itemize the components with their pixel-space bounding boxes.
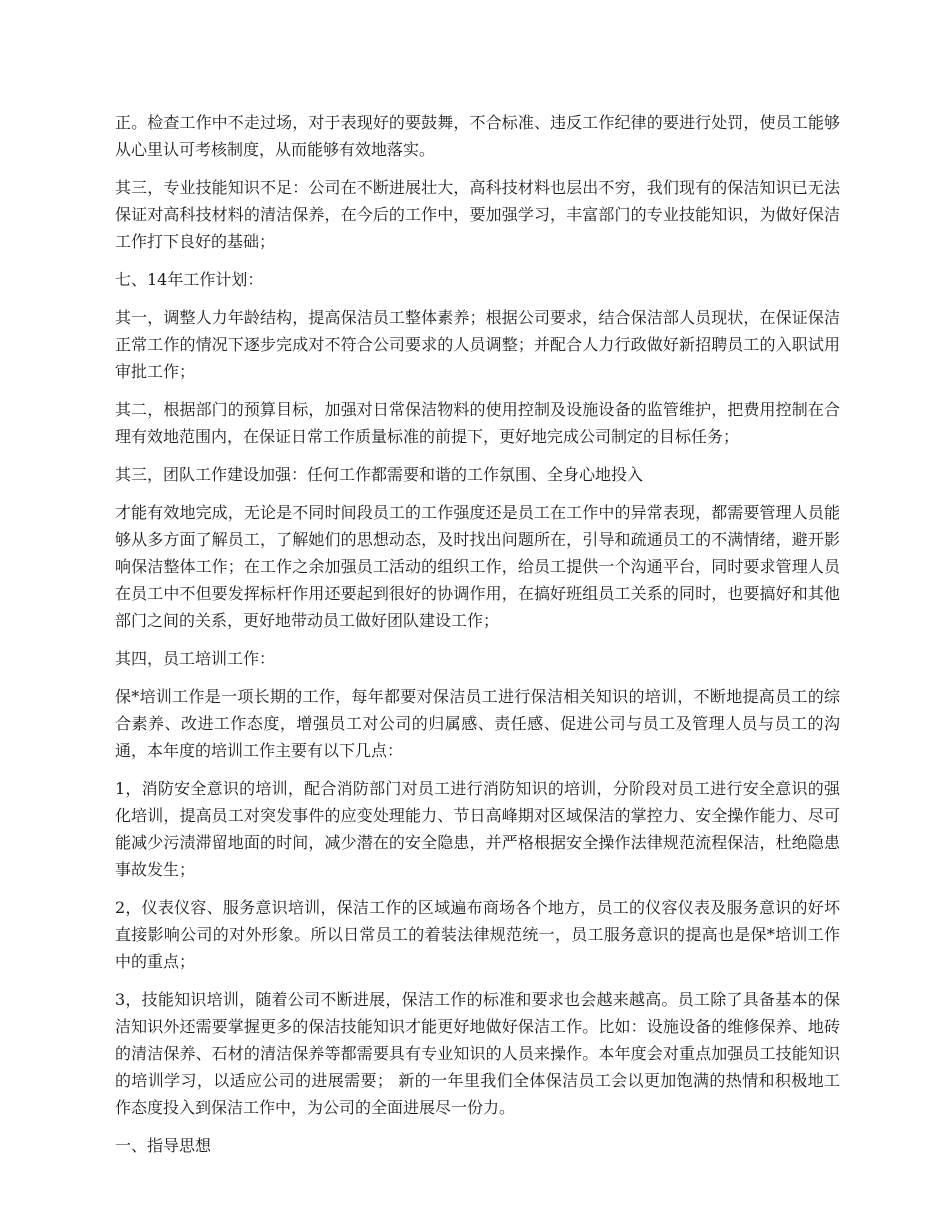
paragraph-skills-shortage: 其三，专业技能知识不足：公司在不断进展壮大，高科技材料也层出不穷，我们现有的保洁知识已无法保证对高科技材料的清洁保养，在今后的工作中，要加强学习，丰富部门的专业技能知识，为做好保洁工作打下良好的基础； (115, 178, 840, 251)
paragraph-plan-one: 其一，调整人力年龄结构，提高保洁员工整体素养；根据公司要求，结合保洁部人员现状，在保证保洁正常工作的情况下逐步完成对不符合公司要求的人员调整；并配合人力行政做好新招聘员工的入职试用审批工作； (115, 308, 840, 381)
paragraph-training-skills: 3，技能知识培训，随着公司不断进展，保洁工作的标准和要求也会越来越高。员工除了具备基本的保洁知识外还需要掌握更多的保洁技能知识才能更好地做好保洁工作。比如：设施设备的维修保养、地砖的清洁保养、石材的清洁保养等都需要具有专业知识的人员来操作。本年度会对重点加强员工技能知识的培训学习，以适应公司的进展需要； 新的一年里我们全体保洁员工会以更加饱满的热情和积极地工作态度投入到保洁工作中，为公司的全面进展尽一份力。 (115, 990, 840, 1117)
paragraph-plan-three: 其三，团队工作建设加强：任何工作都需要和谐的工作氛围、全身心地投入 (115, 465, 644, 484)
section-heading-work-plan: 七、14年工作计划： (115, 270, 264, 289)
paragraph-plan-four: 其四，员工培训工作： (115, 649, 276, 668)
section-heading-guiding-thought: 一、指导思想 (115, 1136, 212, 1155)
document-body (115, 109, 840, 1170)
paragraph-team-building: 才能有效地完成，无论是不同时间段员工的工作强度还是员工在工作中的异常表现，都需要管理人员能够从多方面了解员工，了解她们的思想动态，及时找出问题所在，引导和疏通员工的不满情绪，避开影响保洁整体工作；在工作之余加强员工活动的组织工作，给员工提供一个沟通平台，同时要求管理人员在员工中不但要发挥标杆作用还要起到很好的协调作用，在搞好班组员工关系的同时，也要搞好和其他部门之间的关系，更好地带动员工做好团队建设工作； (115, 503, 840, 630)
paragraph-inspection-ending: 正。检查工作中不走过场，对于表现好的要鼓舞，不合标准、违反工作纪律的要进行处罚，使员工能够从心里认可考核制度，从而能够有效地落实。 (115, 113, 840, 159)
paragraph-plan-two: 其二，根据部门的预算目标，加强对日常保洁物料的使用控制及设施设备的监管维护，把费用控制在合理有效地范围内，在保证日常工作质量标准的前提下，更好地完成公司制定的目标任务； (115, 400, 840, 446)
paragraph-training-fire-safety: 1，消防安全意识的培训，配合消防部门对员工进行消防知识的培训，分阶段对员工进行安全意识的强化培训，提高员工对突发事件的应变处理能力、节日高峰期对区域保洁的掌控力、安全操作能力、尽可能减少污渍滞留地面的时间，减少潜在的安全隐患，并严格根据安全操作法律规范流程保洁，杜绝隐患事故发生； (115, 779, 840, 879)
paragraph-training-appearance: 2，仪表仪容、服务意识培训，保洁工作的区域遍布商场各个地方，员工的仪容仪表及服务意识的好坏直接影响公司的对外形象。所以日常员工的着装法律规范统一，员工服务意识的提高也是保*培训工作中的重点； (115, 898, 840, 971)
paragraph-training-intro: 保*培训工作是一项长期的工作，每年都要对保洁员工进行保洁相关知识的培训，不断地提高员工的综合素养、改进工作态度，增强员工对公司的归属感、责任感、促进公司与员工及管理人员与员工的沟通，本年度的培训工作主要有以下几点： (115, 687, 840, 760)
